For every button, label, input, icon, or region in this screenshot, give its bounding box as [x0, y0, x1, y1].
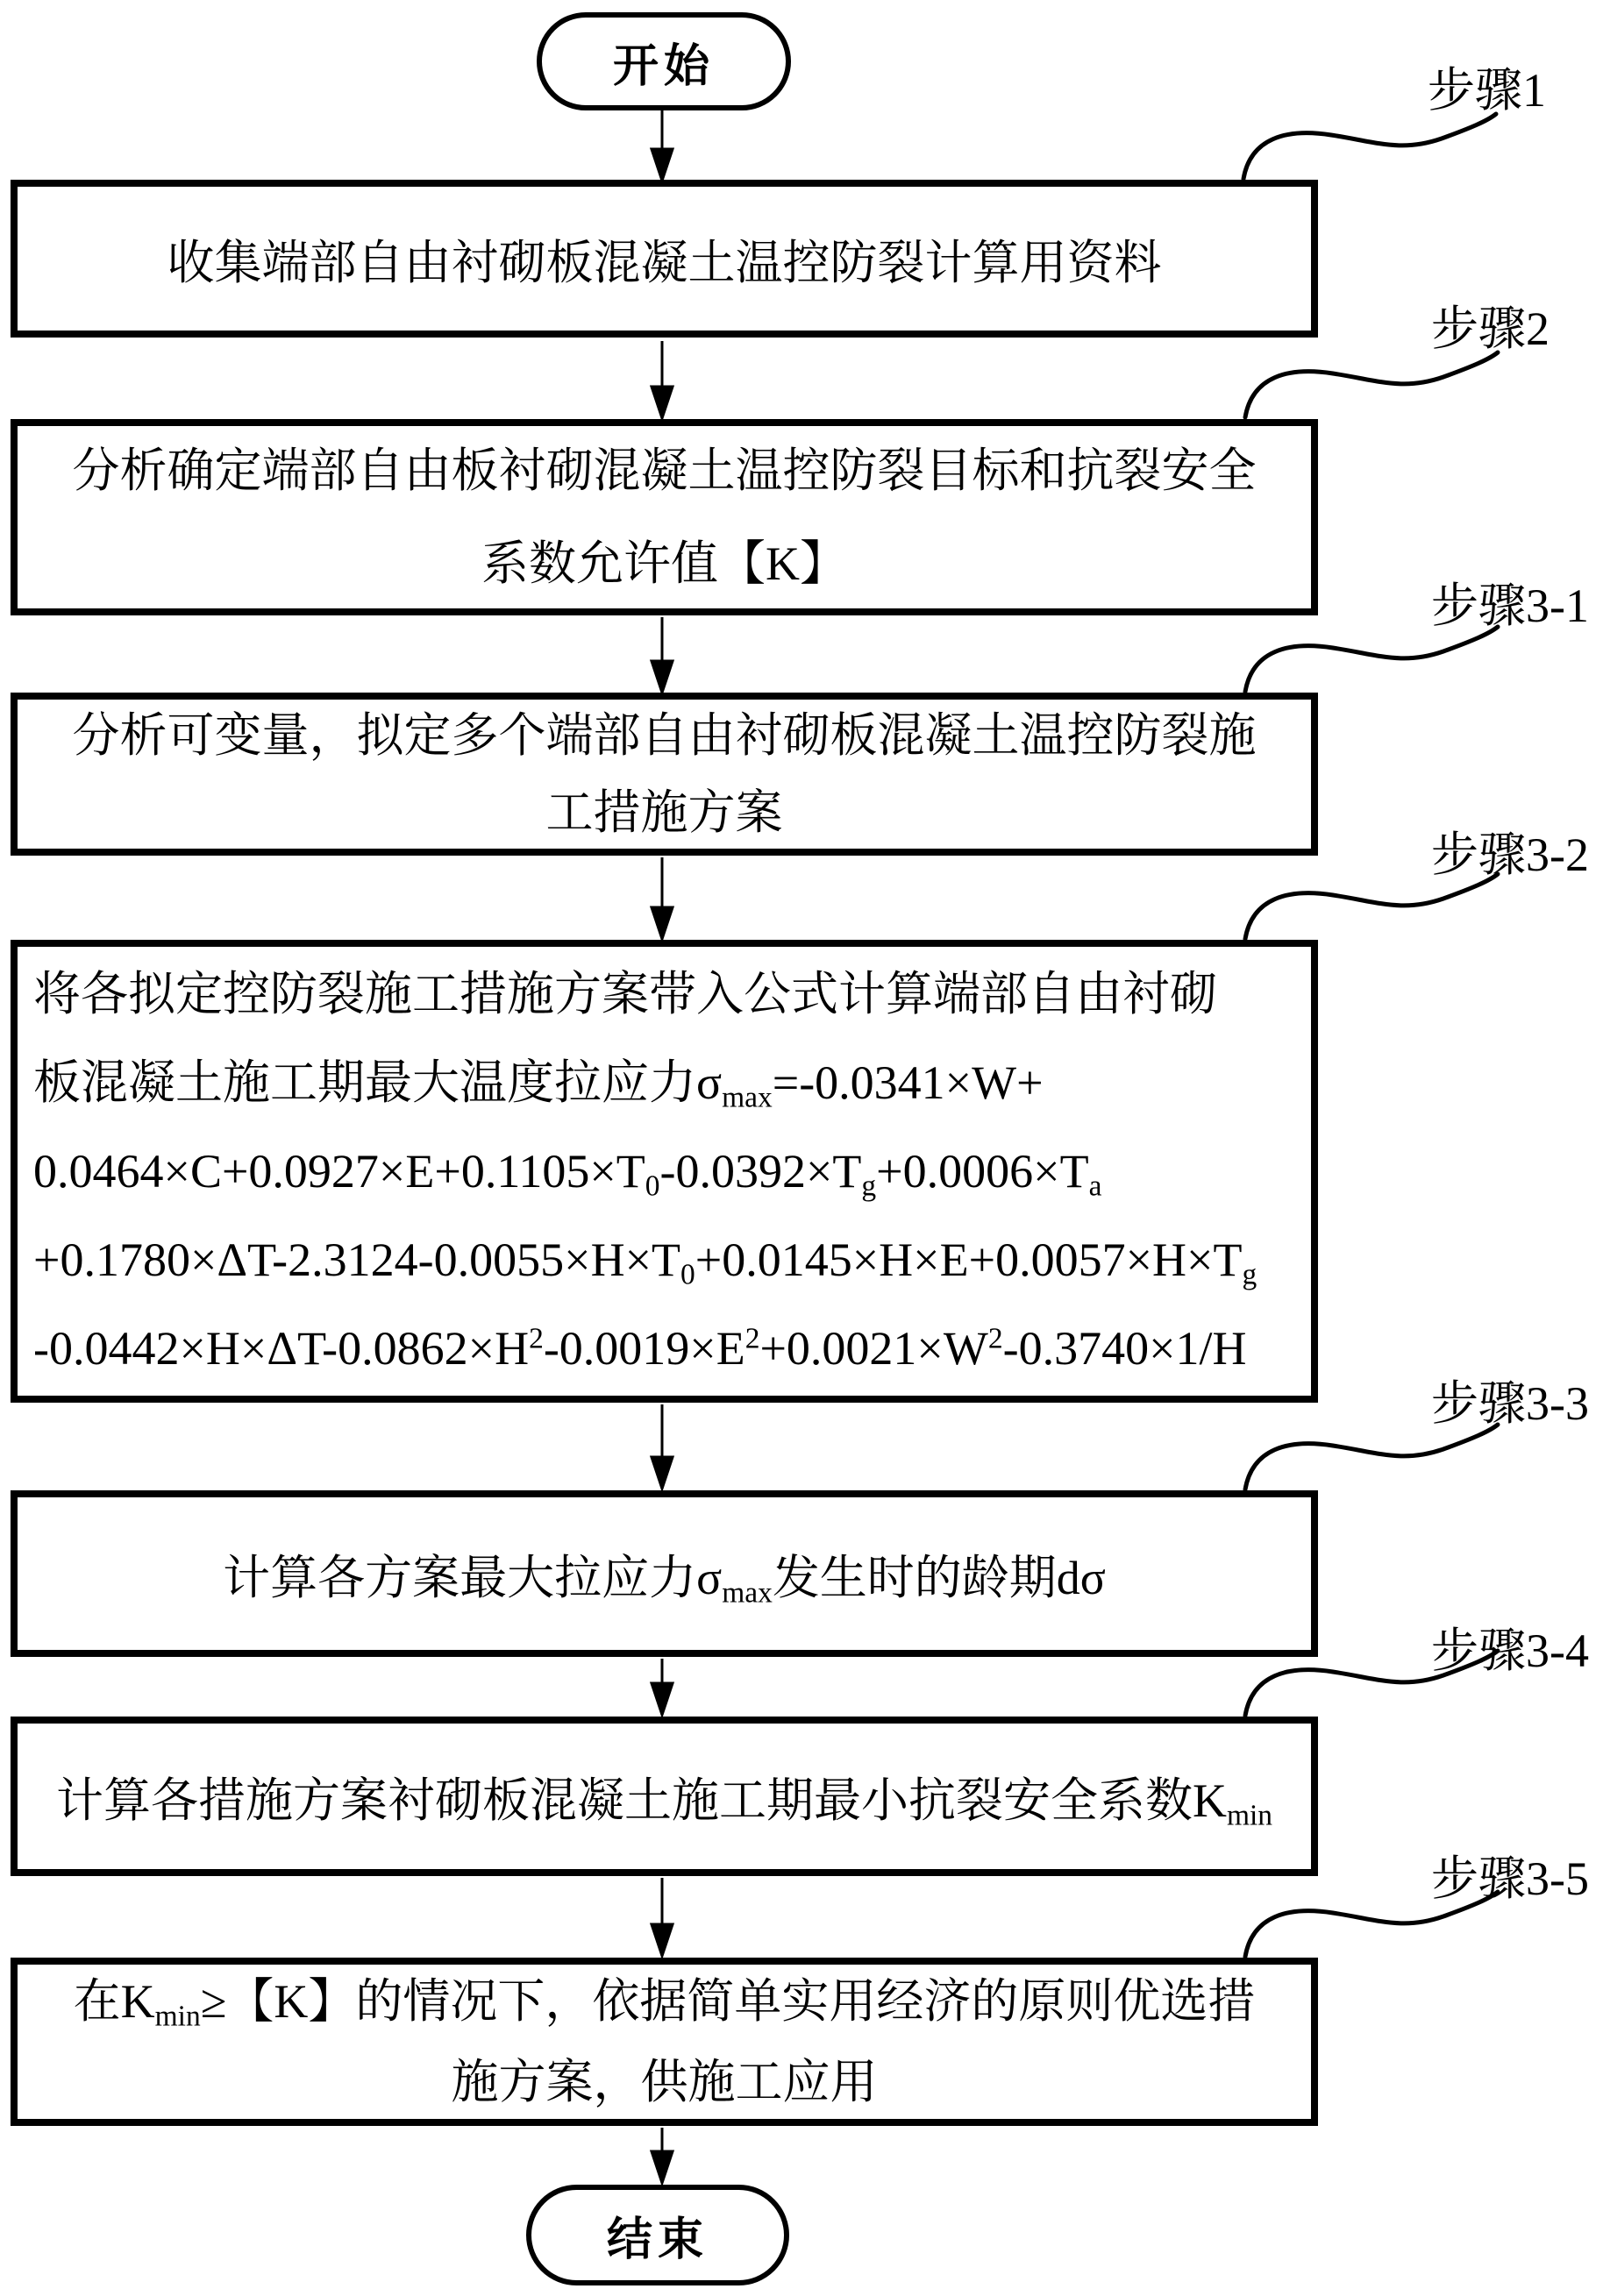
step-label-2: 步骤2: [1431, 302, 1550, 355]
arrow-head: [652, 387, 673, 418]
end-label: 结束: [606, 2215, 709, 2265]
flow-box-step3-3: [11, 1490, 1318, 1657]
leader-line-step3-1: [1245, 627, 1498, 692]
box-text-line: 收集端部自由衬砌板混凝土温控防裂计算用资料: [167, 236, 1162, 289]
arrow-head: [652, 1457, 673, 1489]
end-terminal: [526, 2185, 789, 2285]
arrow-head: [652, 1924, 673, 1956]
box-text-line: 施方案，供施工应用: [451, 2056, 878, 2108]
formula-text-line: $-0.0442\times H\times\Delta T-0.0862\times H^2-0.0019\times E^2+0.0021\times W^2-0.3740\times 1/H$: [33, 1321, 1247, 1375]
flow-box-step3-4: [11, 1717, 1318, 1876]
leader-line-step1: [1243, 114, 1496, 179]
formula-text-line: 将各拟定控防裂施工措施方案带入公式计算端部自由衬砌: [33, 967, 1217, 1020]
flow-box-step3-5: [11, 1958, 1318, 2126]
step-label-3-2: 步骤3-2: [1431, 828, 1589, 881]
arrow-head: [652, 2151, 673, 2183]
flow-box-step1: [11, 180, 1318, 338]
leader-line-step3-3: [1245, 1425, 1498, 1489]
step-label-3-5: 步骤3-5: [1431, 1852, 1589, 1905]
step-label-3-1: 步骤3-1: [1431, 579, 1589, 632]
flow-box-step3-1: [11, 693, 1318, 856]
flow-box-step3-2: [11, 940, 1318, 1403]
step-label-3-4: 步骤3-4: [1431, 1624, 1589, 1677]
box-text-line: 分析可变量，拟定多个端部自由衬砌板混凝土温控防裂施: [72, 709, 1257, 762]
box-text-line: 计算各方案最大拉应力$\sigma_{max}$发生时的龄期dσ: [223, 1551, 1106, 1609]
box-text-line: 分析确定端部自由板衬砌混凝土温控防裂目标和抗裂安全: [72, 444, 1257, 497]
step-label-3-3: 步骤3-3: [1431, 1377, 1589, 1430]
arrow-head: [652, 661, 673, 693]
arrow-head: [652, 1683, 673, 1715]
leader-line-step2: [1245, 352, 1498, 417]
start-terminal: [537, 12, 791, 110]
arrow-head: [652, 149, 673, 181]
flow-box-step2: [11, 419, 1318, 615]
box-text-line: 计算各措施方案衬砌板混凝土施工期最小抗裂安全系数$K_{min}$: [55, 1774, 1273, 1831]
start-label: 开始: [612, 41, 715, 92]
formula-text-line: $+0.1780\times\Delta T-2.3124-0.0055\times H\times T_0+0.0145\times H\times E+0.0057\times H\times T_g$: [33, 1233, 1257, 1290]
formula-text-line: $0.0464\times C+0.0927\times E+0.1105\times T_0-0.0392\times T_g+0.0006\times T_a$: [33, 1144, 1102, 1202]
box-text-line: 系数允许值【K】: [481, 537, 847, 590]
arrow-head: [652, 907, 673, 939]
step-label-1: 步骤1: [1428, 64, 1546, 117]
formula-text-line: 板混凝土施工期最大温度拉应力$\sigma_{max}=-0.0341\times W+$: [33, 1056, 1044, 1113]
box-text-line: 在$K_{min}\ge$【K】的情况下，依据简单实用经济的原则优选措: [73, 1975, 1256, 2033]
box-text-line: 工措施方案: [545, 786, 783, 839]
